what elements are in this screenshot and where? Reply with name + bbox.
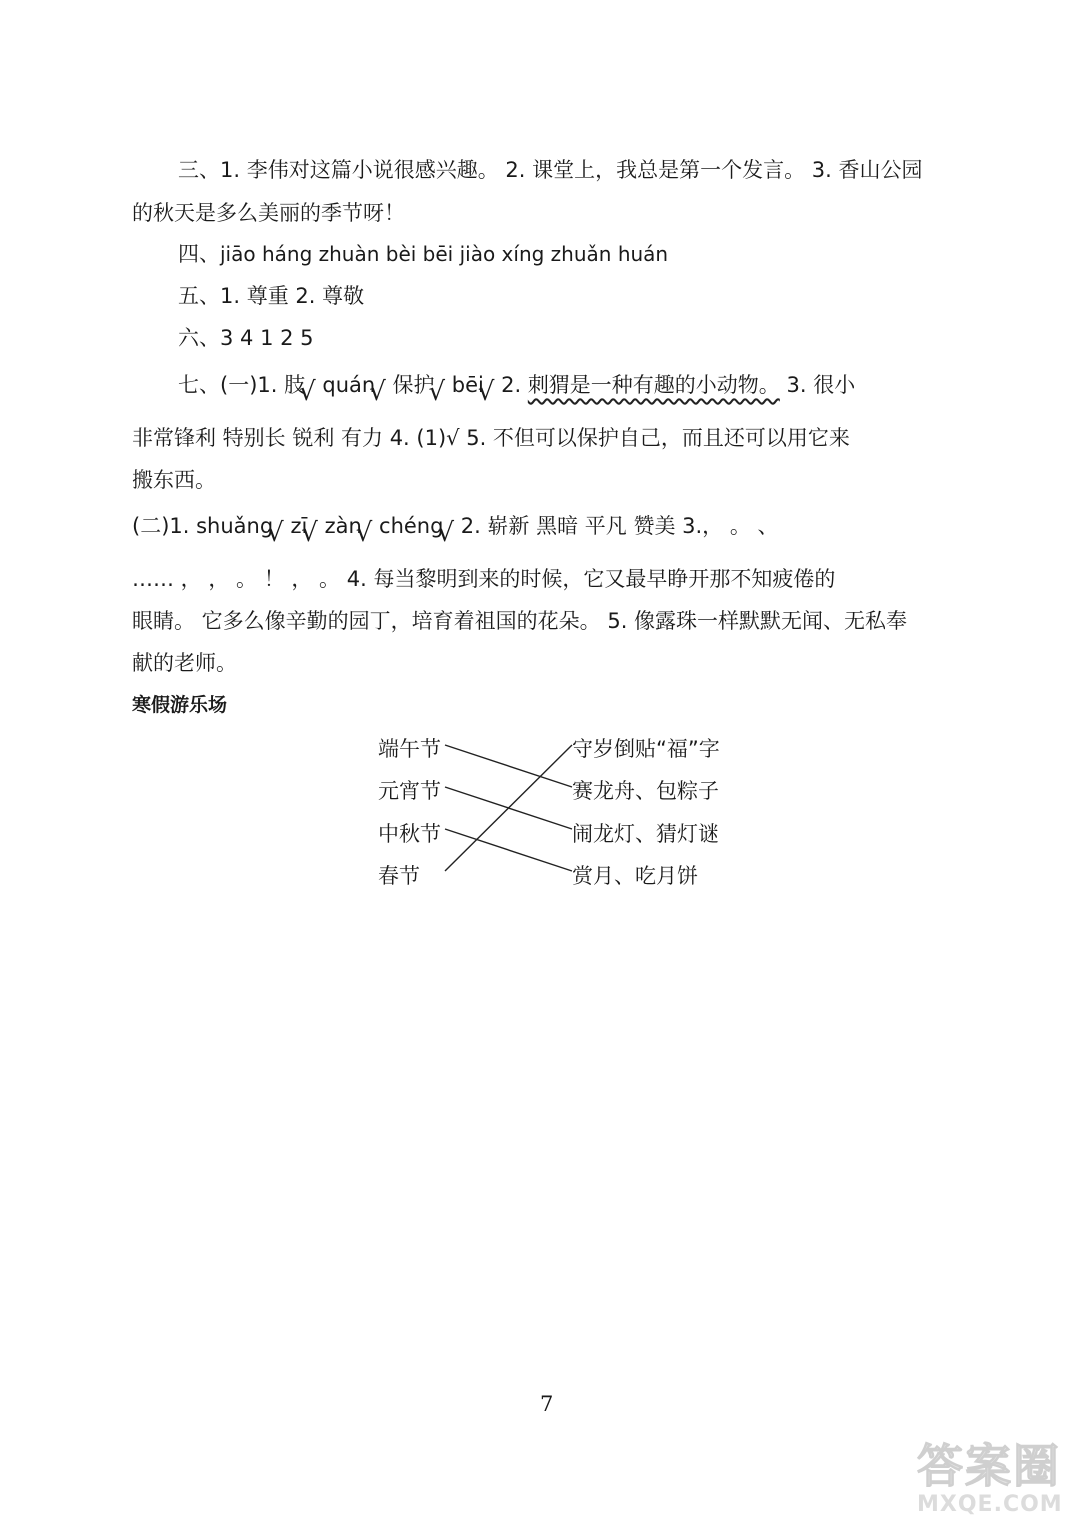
match-left-item: 中秋节 bbox=[378, 822, 441, 846]
answer-7b-line-3: 眼睛。 它多么像辛勤的园丁，培育着祖国的花朵。 5. 像露珠一样默默无闻、无私奉 bbox=[132, 609, 908, 633]
answer-7a-part-1: 七、(一)1. 肢 bbox=[178, 373, 306, 397]
match-line-duanwu bbox=[445, 745, 572, 787]
match-left-item: 春节 bbox=[378, 864, 420, 888]
watermark-logo bbox=[917, 1430, 1077, 1528]
answer-7b-word-3: zàn bbox=[324, 514, 362, 538]
answer-7b-word-2: zī bbox=[290, 514, 308, 538]
check-mark-icon: √ bbox=[477, 377, 495, 407]
section-title: 寒假游乐场 bbox=[132, 694, 228, 716]
answer-7b-word-1: (二)1. shuǎng bbox=[132, 514, 274, 538]
answer-3-line-2: 的秋天是多么美丽的季节呀！ bbox=[132, 201, 405, 225]
answer-6: 六、3 4 1 2 5 bbox=[178, 326, 314, 350]
answer-7a-part-2: quán bbox=[322, 373, 376, 397]
answer-7a-line-1 bbox=[178, 371, 856, 407]
answer-7b-rest: 2. 崭新 黑暗 平凡 赞美 3.， 。 、 bbox=[460, 514, 779, 538]
check-mark-icon: √ bbox=[267, 518, 284, 548]
page-number: 7 bbox=[540, 1392, 554, 1416]
answer-7b-line-4: 献的老师。 bbox=[132, 651, 237, 675]
match-line-zhongqiu bbox=[445, 829, 572, 871]
answer-7a-part-3: 保护 bbox=[392, 373, 435, 397]
answer-7a-part-4: bēi bbox=[451, 373, 484, 397]
answer-4-pinyin: jiāo háng zhuàn bèi bēi jiào xíng zhuǎn huán bbox=[220, 242, 669, 266]
answer-4 bbox=[178, 244, 668, 265]
check-mark-icon: √ bbox=[369, 377, 386, 407]
watermark-top: 答案圈 bbox=[917, 1439, 1061, 1493]
answer-7b-line-2: …… ， ， 。 ！ ， 。 4. 每当黎明到来的时候，它又最早睁开那不知疲倦的 bbox=[132, 567, 836, 591]
answer-3-line-1: 三、1. 李伟对这篇小说很感兴趣。 2. 课堂上，我总是第一个发言。 3. 香山公园 bbox=[178, 158, 923, 182]
match-right-item: 赛龙舟、包粽子 bbox=[572, 779, 719, 803]
check-mark-icon: √ bbox=[355, 518, 373, 548]
match-line-chunjie bbox=[445, 745, 572, 871]
watermark-bottom: MXQE.COM bbox=[917, 1492, 1063, 1517]
answer-7a-part-6: 3. 很小 bbox=[779, 373, 856, 397]
check-mark-icon: √ bbox=[428, 377, 446, 407]
check-mark-icon: √ bbox=[299, 377, 316, 407]
match-right-item: 守岁倒贴“福”字 bbox=[572, 737, 720, 761]
check-mark-icon: √ bbox=[301, 518, 318, 548]
check-mark-icon: √ bbox=[437, 518, 455, 548]
answer-7a-line-3: 搬东西。 bbox=[132, 468, 216, 492]
underlined-answer: 刺猬是一种有趣的小动物。 bbox=[527, 373, 780, 397]
match-right-item: 闹龙灯、猜灯谜 bbox=[572, 822, 719, 846]
answer-4-prefix: 四、 bbox=[178, 242, 220, 266]
answer-7b-word-4: chéng bbox=[379, 514, 444, 538]
match-right-item: 赏月、吃月饼 bbox=[572, 864, 698, 888]
answer-7b-line-1 bbox=[132, 512, 779, 548]
match-left-item: 元宵节 bbox=[378, 779, 441, 803]
match-left-item: 端午节 bbox=[378, 737, 441, 761]
answer-5: 五、1. 尊重 2. 尊敬 bbox=[178, 284, 365, 308]
answer-7a-line-2: 非常锋利 特别长 锐利 有力 4. (1)√ 5. 不但可以保护自己，而且还可以用它来 bbox=[132, 426, 850, 450]
match-line-yuanxiao bbox=[445, 787, 572, 829]
answer-7a-part-5: 2. bbox=[501, 373, 528, 397]
